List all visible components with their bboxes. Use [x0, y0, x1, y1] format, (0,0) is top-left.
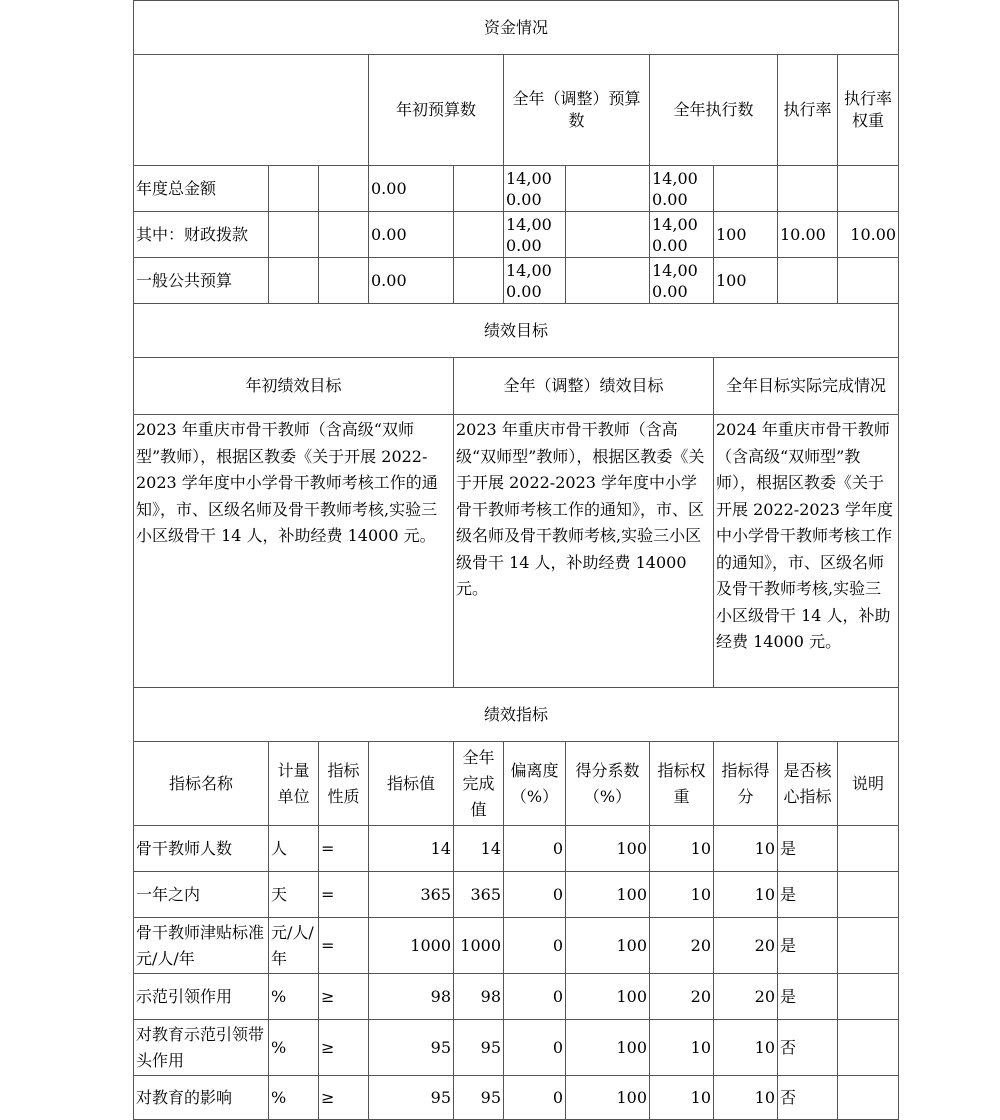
- ind-deviation: 0: [504, 918, 566, 974]
- ind-coef: 100: [566, 918, 650, 974]
- ind-header-score: 指标得分: [714, 742, 778, 826]
- ind-note: [838, 1076, 899, 1120]
- funds-row-label: 一般公共预算: [134, 258, 269, 304]
- ind-weight: 20: [650, 974, 714, 1020]
- ind-deviation: 0: [504, 872, 566, 918]
- goals-header-initial: 年初绩效目标: [134, 358, 454, 415]
- indicator-row: [134, 974, 899, 1020]
- funds-cell-empty: [566, 166, 650, 212]
- goals-header-actual: 全年目标实际完成情况: [714, 358, 899, 415]
- goals-header-adjusted: 全年（调整）绩效目标: [454, 358, 714, 415]
- ind-weight: 10: [650, 1076, 714, 1120]
- goals-adjusted-text: 2023 年重庆市骨干教师（含高级“双师型”教师），根据区教委《关于开展 2022-2023 学年度中小学骨干教师考核工作的通知》，市、区级名师及骨干教师考核,实验三小区级骨干 14 人，补助经费 14000 元。: [454, 415, 714, 688]
- indicator-row: [134, 1076, 899, 1120]
- indicator-row: [134, 826, 899, 872]
- ind-weight: 20: [650, 918, 714, 974]
- indicator-row: [134, 1020, 899, 1076]
- ind-note: [838, 826, 899, 872]
- funds-header-initial: 年初预算数: [369, 55, 504, 166]
- funds-cell-empty: [269, 258, 319, 304]
- funds-adjusted-value: 14,000.00: [504, 212, 566, 258]
- ind-actual: 95: [454, 1020, 504, 1076]
- funds-cell-empty: [566, 258, 650, 304]
- goals-section-title: 绩效目标: [134, 304, 899, 358]
- ind-name: 示范引领作用: [134, 974, 269, 1020]
- ind-weight: 10: [650, 826, 714, 872]
- ind-nature: =: [319, 872, 369, 918]
- funds-row: [134, 258, 899, 304]
- ind-deviation: 0: [504, 826, 566, 872]
- ind-weight: 10: [650, 1020, 714, 1076]
- funds-row-label: 其中：财政拨款: [134, 212, 269, 258]
- ind-core: 是: [778, 826, 838, 872]
- funds-initial-value: 0.00: [369, 212, 454, 258]
- ind-header-note: 说明: [838, 742, 899, 826]
- funds-cell-empty: [319, 166, 369, 212]
- ind-value: 1000: [369, 918, 454, 974]
- ind-score: 10: [714, 1076, 778, 1120]
- ind-name: 一年之内: [134, 872, 269, 918]
- ind-unit: %: [269, 1076, 319, 1120]
- ind-name: 对教育示范引领带头作用: [134, 1020, 269, 1076]
- ind-note: [838, 872, 899, 918]
- ind-unit: 人: [269, 826, 319, 872]
- indicator-row: [134, 918, 899, 974]
- ind-coef: 100: [566, 872, 650, 918]
- funds-adjusted-value: 14,000.00: [504, 258, 566, 304]
- funds-initial-value: 0.00: [369, 166, 454, 212]
- ind-nature: ≥: [319, 974, 369, 1020]
- funds-header-rate: 执行率: [778, 55, 838, 166]
- funds-header-blank: [134, 55, 369, 166]
- funds-header-weight: 执行率权重: [838, 55, 899, 166]
- ind-actual: 1000: [454, 918, 504, 974]
- ind-header-nature: 指标性质: [319, 742, 369, 826]
- ind-value: 365: [369, 872, 454, 918]
- ind-nature: =: [319, 826, 369, 872]
- ind-core: 否: [778, 1076, 838, 1120]
- ind-deviation: 0: [504, 1076, 566, 1120]
- funds-cell-empty: [566, 212, 650, 258]
- funds-header-adjusted: 全年（调整）预算数: [504, 55, 650, 166]
- ind-deviation: 0: [504, 974, 566, 1020]
- ind-core: 否: [778, 1020, 838, 1076]
- ind-score: 10: [714, 872, 778, 918]
- ind-value: 98: [369, 974, 454, 1020]
- funds-adjusted-value: 14,000.00: [504, 166, 566, 212]
- ind-nature: =: [319, 918, 369, 974]
- ind-nature: ≥: [319, 1020, 369, 1076]
- funds-initial-value: 0.00: [369, 258, 454, 304]
- ind-score: 10: [714, 1020, 778, 1076]
- ind-name: 对教育的影响: [134, 1076, 269, 1120]
- ind-coef: 100: [566, 826, 650, 872]
- ind-note: [838, 974, 899, 1020]
- funds-cell-empty: [454, 166, 504, 212]
- funds-rate-value: [714, 166, 778, 212]
- funds-cell-empty: [269, 212, 319, 258]
- funds-cell-empty: [269, 166, 319, 212]
- funds-cell-empty: [319, 258, 369, 304]
- ind-name: 骨干教师人数: [134, 826, 269, 872]
- funds-score-value: [838, 166, 899, 212]
- funds-header-executed: 全年执行数: [650, 55, 778, 166]
- ind-weight: 10: [650, 872, 714, 918]
- ind-value: 95: [369, 1076, 454, 1120]
- ind-coef: 100: [566, 974, 650, 1020]
- ind-unit: 元/人/年: [269, 918, 319, 974]
- ind-nature: ≥: [319, 1076, 369, 1120]
- ind-actual: 95: [454, 1076, 504, 1120]
- ind-actual: 365: [454, 872, 504, 918]
- ind-header-name: 指标名称: [134, 742, 269, 826]
- indicators-section-title: 绩效指标: [134, 688, 899, 742]
- ind-header-coef: 得分系数（%）: [566, 742, 650, 826]
- ind-core: 是: [778, 918, 838, 974]
- funds-score-value: [838, 258, 899, 304]
- funds-weight-value: 10.00: [778, 212, 838, 258]
- ind-deviation: 0: [504, 1020, 566, 1076]
- funds-section-title: 资金情况: [134, 1, 899, 55]
- ind-unit: %: [269, 974, 319, 1020]
- ind-name: 骨干教师津贴标准元/人/年: [134, 918, 269, 974]
- ind-coef: 100: [566, 1020, 650, 1076]
- goals-initial-text: 2023 年重庆市骨干教师（含高级“双师型”教师），根据区教委《关于开展 2022-2023 学年度中小学骨干教师考核工作的通知》，市、区级名师及骨干教师考核,实验三小区级骨干 14 人，补助经费 14000 元。: [134, 415, 454, 688]
- ind-core: 是: [778, 974, 838, 1020]
- funds-score-value: 10.00: [838, 212, 899, 258]
- ind-score: 20: [714, 974, 778, 1020]
- ind-unit: %: [269, 1020, 319, 1076]
- funds-row-label: 年度总金额: [134, 166, 269, 212]
- funds-weight-value: [778, 166, 838, 212]
- funds-row: [134, 166, 899, 212]
- ind-header-value: 指标值: [369, 742, 454, 826]
- ind-header-unit: 计量单位: [269, 742, 319, 826]
- ind-note: [838, 1020, 899, 1076]
- ind-core: 是: [778, 872, 838, 918]
- ind-header-actual: 全年完成值: [454, 742, 504, 826]
- funds-rate-value: 100: [714, 258, 778, 304]
- goals-actual-text: 2024 年重庆市骨干教师（含高级“双师型”教师），根据区教委《关于开展 2022-2023 学年度中小学骨干教师考核工作的通知》，市、区级名师及骨干教师考核,实验三小区级骨干 14 人，补助经费 14000 元。: [714, 415, 899, 688]
- funds-row: [134, 212, 899, 258]
- indicator-row: [134, 872, 899, 918]
- funds-weight-value: [778, 258, 838, 304]
- funds-executed-value: 14,000.00: [650, 258, 714, 304]
- funds-executed-value: 14,000.00: [650, 166, 714, 212]
- ind-actual: 14: [454, 826, 504, 872]
- ind-coef: 100: [566, 1076, 650, 1120]
- funds-cell-empty: [454, 212, 504, 258]
- funds-executed-value: 14,000.00: [650, 212, 714, 258]
- ind-unit: 天: [269, 872, 319, 918]
- ind-header-weight: 指标权重: [650, 742, 714, 826]
- ind-value: 14: [369, 826, 454, 872]
- ind-header-core: 是否核心指标: [778, 742, 838, 826]
- ind-score: 10: [714, 826, 778, 872]
- funds-cell-empty: [319, 212, 369, 258]
- funds-rate-value: 100: [714, 212, 778, 258]
- ind-header-deviation: 偏离度（%）: [504, 742, 566, 826]
- ind-value: 95: [369, 1020, 454, 1076]
- ind-score: 20: [714, 918, 778, 974]
- ind-actual: 98: [454, 974, 504, 1020]
- ind-note: [838, 918, 899, 974]
- performance-table: [133, 0, 899, 1120]
- funds-cell-empty: [454, 258, 504, 304]
